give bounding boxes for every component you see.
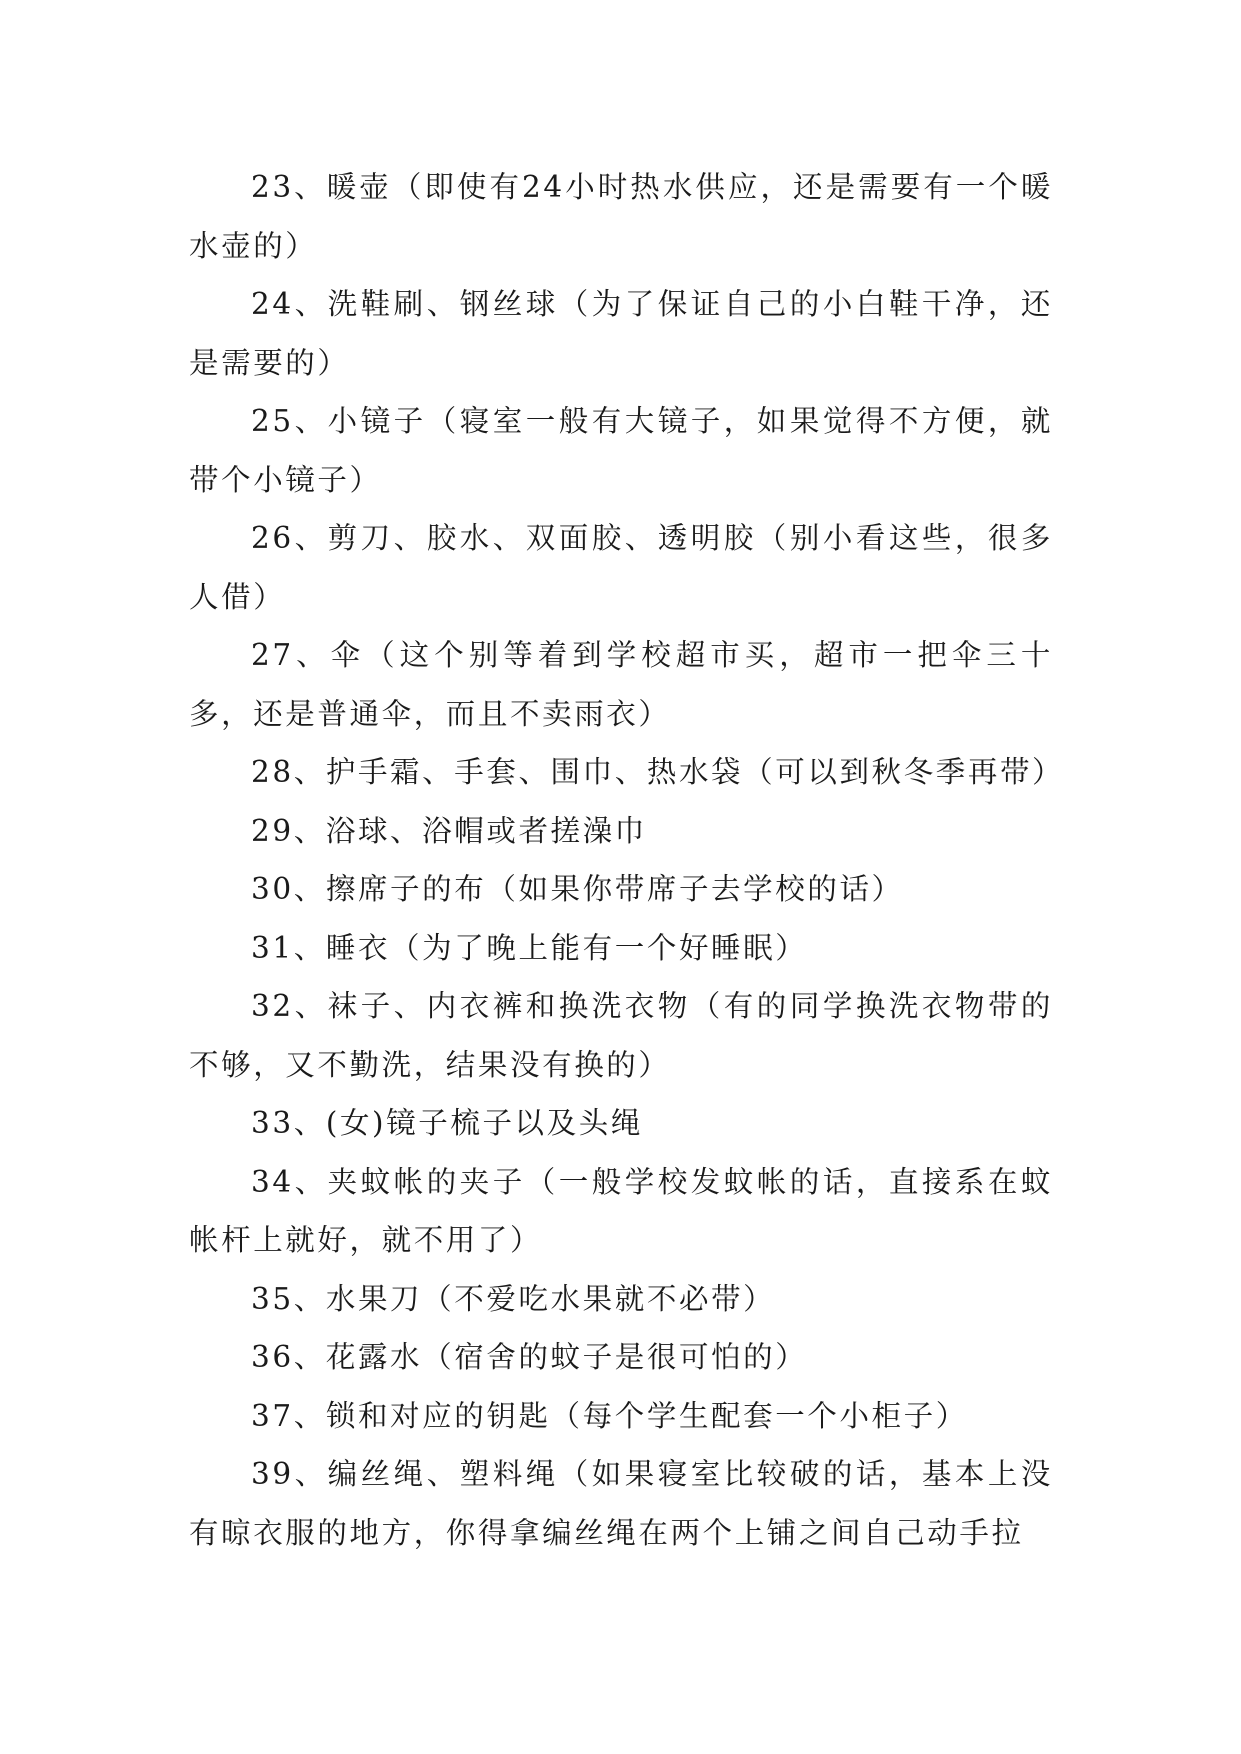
list-item: 35、水果刀（不爱吃水果就不必带） — [251, 1281, 776, 1316]
list-item: 23、暖壶（即使有24小时热水供应，还是需要有一个暖水壶的） — [189, 170, 1053, 263]
list-item: 37、锁和对应的钥匙（每个学生配套一个小柜子） — [251, 1398, 968, 1433]
document-body — [189, 158, 1065, 1562]
list-item: 29、浴球、浴帽或者搓澡巾 — [251, 813, 647, 848]
list-item: 34、夹蚊帐的夹子（一般学校发蚊帐的话，直接系在蚊帐杆上就好，就不用了） — [189, 1164, 1053, 1257]
list-item: 27、伞（这个别等着到学校超市买，超市一把伞三十多，还是普通伞，而且不卖雨衣） — [189, 638, 1053, 731]
list-item: 24、洗鞋刷、钢丝球（为了保证自己的小白鞋干净，还是需要的） — [189, 287, 1053, 380]
list-item: 31、睡衣（为了晚上能有一个好睡眠） — [251, 930, 808, 965]
list-item: 25、小镜子（寝室一般有大镜子，如果觉得不方便，就带个小镜子） — [189, 404, 1053, 497]
list-item: 30、擦席子的布（如果你带席子去学校的话） — [251, 872, 904, 906]
list-item: 26、剪刀、胶水、双面胶、透明胶（别小看这些，很多人借） — [189, 521, 1053, 614]
list-item: 33、(女)镜子梳子以及头绳 — [251, 1106, 643, 1140]
list-item: 28、护手霜、手套、围巾、热水袋（可以到秋冬季再带） — [251, 755, 1065, 789]
list-item: 32、袜子、内衣裤和换洗衣物（有的同学换洗衣物带的不够，又不勤洗，结果没有换的） — [189, 989, 1053, 1082]
list-item: 39、编丝绳、塑料绳（如果寝室比较破的话，基本上没有晾衣服的地方，你得拿编丝绳在两个上铺之间自己动手拉 — [189, 1457, 1053, 1550]
list-item: 36、花露水（宿舍的蚊子是很可怕的） — [251, 1340, 808, 1374]
